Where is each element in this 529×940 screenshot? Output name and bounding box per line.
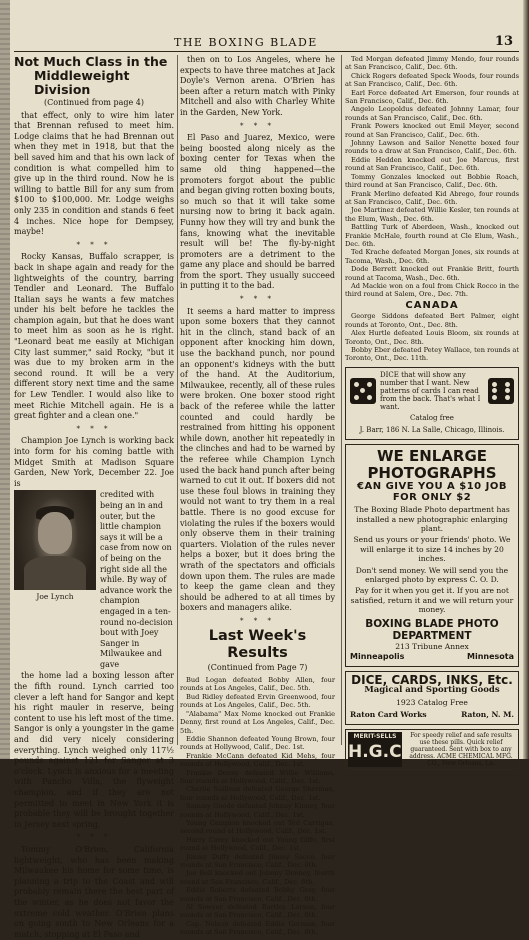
section-break: * * * — [76, 240, 112, 249]
result-item: Eddie Hedden knocked out Joe Marcus, first round at San Francisco, Calif., Dec. 6th. — [345, 155, 519, 173]
ad-city: Raton, N. M. — [461, 710, 514, 720]
result-item: George Siddons defeated Bert Palmer, eight rounds at Toronto, Ont., Dec. 8th. — [345, 312, 519, 329]
dice-ad-text: DICE that will show any number that I want. New patterns of cards I can read from the back. That's what I want. — [380, 370, 481, 411]
paragraph: the home lad a boxing lesson after the fifth round. Lynch carried too clever a left hand for Sangor and kept his right mauler in reserve, being content to use his left most of the time. Sangor is only a youngster in the game and did very nicely considering everything. Lynch weighed only 117½ pounds against 121 for Sangor at 3 o'clock. Lynch is anxious for a meeting with Pancho Villa, the flyweight champion, and if they are not permitted to meet in New York it is probable they will be brought together in Jersey next spring. — [14, 671, 174, 829]
section-break: * * * — [240, 295, 275, 304]
result-item: Al Sawyer defeated Bartley Larsen, four rounds at San Francisco, Calif., Dec. 6th. — [180, 903, 335, 920]
headline-line-1: Not Much Class in the — [14, 54, 168, 69]
hgc-logo: MERIT-SELLS H.G.C. — [348, 732, 402, 767]
result-item: Bud Ridley defeated Ervin Greenwood, four rounds at Los Angeles, Calif., Dec. 5th. — [180, 692, 335, 710]
page-binding — [0, 0, 10, 759]
result-item: Battling Turk of Aberdeen, Wash., knocked out Frankie McHale, fourth round at Cle Elum, Wash., Dec. 6th. — [345, 223, 519, 248]
page-number: 13 — [494, 34, 513, 49]
ad-address: 213 Tribune Annex — [395, 641, 469, 651]
result-item: Ted Krache defeated Morgan Jones, six rounds at Tacoma, Wash., Dec. 6th. — [345, 248, 519, 265]
continued-note: (Continued from Page 7) — [207, 663, 308, 673]
wrapped-text: credited with being an in and outer, but the little champion says it will be a case from now on of being on the right side all the while. By way of advance work the champion engaged in a ten-round no-decision bout with Joey Sanger in Milwaukee and gave — [100, 490, 173, 669]
paragraph: Rocky Kansas, Buffalo scrapper, is back in shape again and ready for the lightweights of the country, barring Tendler and Leonard. The Buffalo Italian says he wants a few matches under his belt before he tackles the champion again, but that he does want to meet him as soon as he is right. "Leonard beat me easily at Michigan City last summer," said Rocky, "but it was due to my broken arm in the second round. It will be a very different story next time and the same for Lew Tendler. I would also like to meet Richie Mitchell again. He is a great fighter and a clean one." — [14, 252, 174, 421]
dice-ad-address: J. Barr, 186 N. La Salle, Chicago, Illinois. — [359, 426, 505, 435]
result-item: Sammy Goode defeated Johnny Kinney, four rounds at Hollywood, Calif., Dec. 1st. — [180, 802, 335, 819]
section-break: * * * — [76, 424, 112, 433]
paragraph: Tommy O'Brien, California lightweight, who has been making Milwaukee his home for some time, is planning a trip to the Coast and will probably remain there the best part of the winter, as he does not favor the extreme cold weather. O'Brien plans on going south to New Orleans for a match, stopping at El Paso and — [14, 844, 174, 939]
photo-caption: Joe Lynch — [14, 590, 96, 602]
canada-results — [345, 312, 519, 362]
result-item: Joe Martinez defeated Willie Kesler, ten rounds at the Elum, Wash., Dec. 6th. — [345, 206, 519, 223]
cards-advertisement — [345, 671, 519, 725]
boxer-photo — [14, 490, 96, 602]
result-item: Bud Logan defeated Bobby Allen, four rounds at Los Angeles, Calif., Dec. 5th. — [180, 676, 335, 693]
results-headline: Last Week's Results — [208, 628, 307, 662]
result-item: Frank Powers knocked out Emil Meyer, second round at San Francisco, Calif., Dec. 6th. — [345, 122, 519, 139]
dice-icon — [350, 378, 376, 404]
ad-body: Pay for it when you get it. If you are not satisfied, return it and we will return your money. — [350, 586, 514, 615]
ad-headline: WE ENLARGE — [376, 447, 488, 465]
section-break: * * * — [76, 833, 112, 842]
result-item: Alex Hurtle defeated Louis Bloom, six rounds at Toronto, Ont., Dec. 8th. — [345, 329, 519, 346]
column-divider — [341, 55, 342, 745]
results-list — [180, 676, 335, 937]
header-rule — [14, 51, 519, 52]
paragraph: El Paso and Juarez, Mexico, were being boosted along nicely as the boxing center for Texas when the same old thing happened—the promoters forgot about the public and began giving rotten boxing bouts, so much so that it will take some nursing now to bring it back again. Funny how they will try and bunk the fans, knowing what the inevitable result will be! The fly-by-night promoters are a detriment to the game any place and should be barred from the sport. They usually succeed in putting it to the bad. — [180, 133, 335, 291]
result-item: Jimmy Duffy defeated Jimmy Sacco, four rounds at San Francisco, Calif., Dec. 6th. — [180, 852, 335, 869]
paragraph: that effect, only to wire him later that Brennan refused to meet him. Lodge claims that he had Brennan out when they met in 1918, but that the bell saved him and that his own lack of condition is what compelled him to give up in the third round. Now he is willing to battle Bill for any sum from $100 to $100,000. Mr. Lodge weighs only 235 in condition and stands 6 feet 4 inches. Nice hope for Dempsey, maybe! — [14, 110, 174, 237]
publication-title: THE BOXING BLADE — [174, 36, 318, 49]
ad-department: BOXING BLADE PHOTO DEPARTMENT — [365, 617, 499, 642]
ad-catalog: 1923 Catalog Free — [396, 698, 468, 708]
photo-block — [14, 490, 174, 670]
section-heading-canada: CANADA — [405, 299, 459, 311]
result-item: Tommy Gonzales knocked out Bobbie Roach, third round at San Francisco, Calif., Dec. 6th. — [345, 172, 519, 190]
column-divider — [177, 55, 178, 745]
ad-state: Minnesota — [467, 652, 514, 662]
page-edge — [523, 0, 529, 759]
column-2 — [180, 55, 335, 937]
hgc-ad-text: For speedy relief and safe results use these pills. Quick relief guaranteed. Sent with box to any address. ACME CHEMICAL MFG. CO., New Orleans, La. — [409, 732, 513, 768]
ad-subtitle: Magical and Sporting Goods — [364, 685, 500, 696]
result-item: Joe Bell knocked out Johnny Denney, fourth round at San Francisco, Calif., Dec. 6th. — [180, 869, 335, 886]
dice-ad-catalog: Catalog free — [410, 413, 454, 422]
result-item: Eddie Roberts defeated Bobby Gray, four rounds at San Francisco, Calif., Dec. 6th. — [180, 886, 335, 903]
continued-note: (Continued from page 4) — [44, 98, 144, 107]
result-item: Frankie McCann defeated Kid Mehs, four rounds at Hollywood, Calif., Dec. 1st. — [180, 751, 335, 769]
result-item: Frankie Denny defeated Willie Williams, four rounds at Hollywood, Calif., Dec. 1st. — [180, 768, 335, 785]
paragraph: then on to Los Angeles, where he expects to have three matches at Jack Doyle's Vernon arena. O'Brien has been after a return match with Pinky Mitchell and also with Charley White in the Garden, New York. — [180, 55, 335, 117]
result-item: Johnny Lawson and Sailor Nenette boxed four rounds to a draw at San Francisco, Calif., Dec. 6th. — [345, 139, 519, 156]
result-item: "Alabama" Max Nome knocked out Frankie Denny, first round at Los Angeles, Calif., Dec. 5th. — [180, 709, 335, 735]
pills-advertisement — [345, 729, 519, 770]
paragraph: Champion Joe Lynch is working back into form for his coming battle with Midget Smith at Madison Square Garden, New York, December 22. Joe is — [14, 436, 174, 488]
ad-body: The Boxing Blade Photo department has installed a new photographic enlarging plant. — [354, 505, 510, 533]
column-3 — [345, 55, 519, 768]
result-item: Young Campion knocked out Ted Carrigan, second round at Hollywood, Calif., Dec. 1st. — [180, 818, 335, 836]
result-item: Angelo Leopoldus defeated Johnny Lamar, four rounds at San Francisco, Calif., Dec. 6th. — [345, 105, 519, 122]
result-item: Eddie Shannon defeated Young Brown, four rounds at Hollywood, Calif., Dec. 1st. — [180, 734, 335, 752]
results-list — [345, 55, 519, 299]
ad-offer: €AN GIVE YOU A $10 JOB FOR ONLY $2 — [357, 481, 507, 503]
result-item: Earl Force defeated Art Emerson, four rounds at San Francisco, Calif., Dec. 6th. — [345, 88, 519, 106]
ad-city: Minneapolis — [350, 652, 405, 662]
dice-advertisement — [345, 367, 519, 440]
column-1 — [14, 54, 174, 939]
ad-body: Don't send money. We will send you the enlarged photo by express C. O. D. — [355, 565, 509, 585]
photo-enlarging-advertisement — [345, 444, 519, 667]
result-item: Harry Carey knocked out Young Giffo, first round at Hollywood, Calif., Dec. 1st. — [180, 835, 335, 853]
dice-icon — [488, 378, 514, 404]
ad-company: Raton Card Works — [350, 710, 427, 720]
ad-body: Send us yours or your friends' photo. We will enlarge it to size 14 inches by 20 inches. — [353, 535, 511, 564]
result-item: Frank Merlino defeated Kid Abrego, four rounds at San Francisco, Calif., Dec. 6th. — [345, 189, 519, 206]
result-item: Dode Berrett knocked out Frankie Britt, fourth round at Tacoma, Wash., Dec. 6th. — [345, 265, 519, 282]
result-item: Chick Rogers defeated Speck Woods, four rounds at San Francisco, Calif., Dec. 6th. — [345, 71, 519, 89]
article-headline — [14, 55, 174, 97]
ad-headline: DICE, CARDS, INKS, Etc. — [351, 672, 513, 687]
section-break: * * * — [240, 121, 275, 130]
headline-line-2: Middleweight Division — [34, 68, 130, 97]
ad-city-row — [350, 652, 514, 663]
result-item: Cap. Nelson defeated Eddie German, four rounds at San Francisco, Calif., Dec. 6th. — [180, 919, 335, 937]
paragraph: It seems a hard matter to impress upon some boxers that they cannot hit in the clinch, stand back of an opponent after knocking him down, use the backhand punch, nor pound an opponent's kidneys with the butt of the hand. At the Auditorium, Milwaukee, recently, all of these rules were broken. One boxer stood right back of the referee while the latter counted and could hardly be restrained from hitting his opponent while down, another hit repeatedly in the clinches and had to be warned by the referee while Champion Lynch used the back hand punch after being warned to cut it out. If boxers did not use these foul blows in training they would not want to try them in a real battle. There is no good excuse for violating the rules if the boxers would only observe them in their training quarters. Violation of the rules never helps a boxer, but it does bring the wrath of the spectators and officials down upon them. The rules are made to keep the game clean and they should be adhered to at all times by boxers and managers alike. — [180, 306, 335, 613]
ad-headline: PHOTOGRAPHS — [367, 464, 497, 482]
result-item: Ad Mackie won on a foul from Chick Rocco in the third round at Salem, Ore., Dec. 7th. — [345, 281, 519, 299]
ad-company-row — [350, 710, 514, 721]
section-break: * * * — [240, 616, 275, 625]
result-item: Charlie Sullivan defeated George Sherman, four rounds at Hollywood, Calif., Dec. 1st. — [180, 785, 335, 802]
result-item: Bobby Eber defeated Petey Wallace, ten rounds at Toronto, Ont., Dec. 11th. — [345, 346, 519, 363]
result-item: Ted Morgan defeated Jimmy Mendo, four rounds at San Francisco, Calif., Dec. 6th. — [345, 55, 519, 72]
page-header — [14, 36, 519, 50]
